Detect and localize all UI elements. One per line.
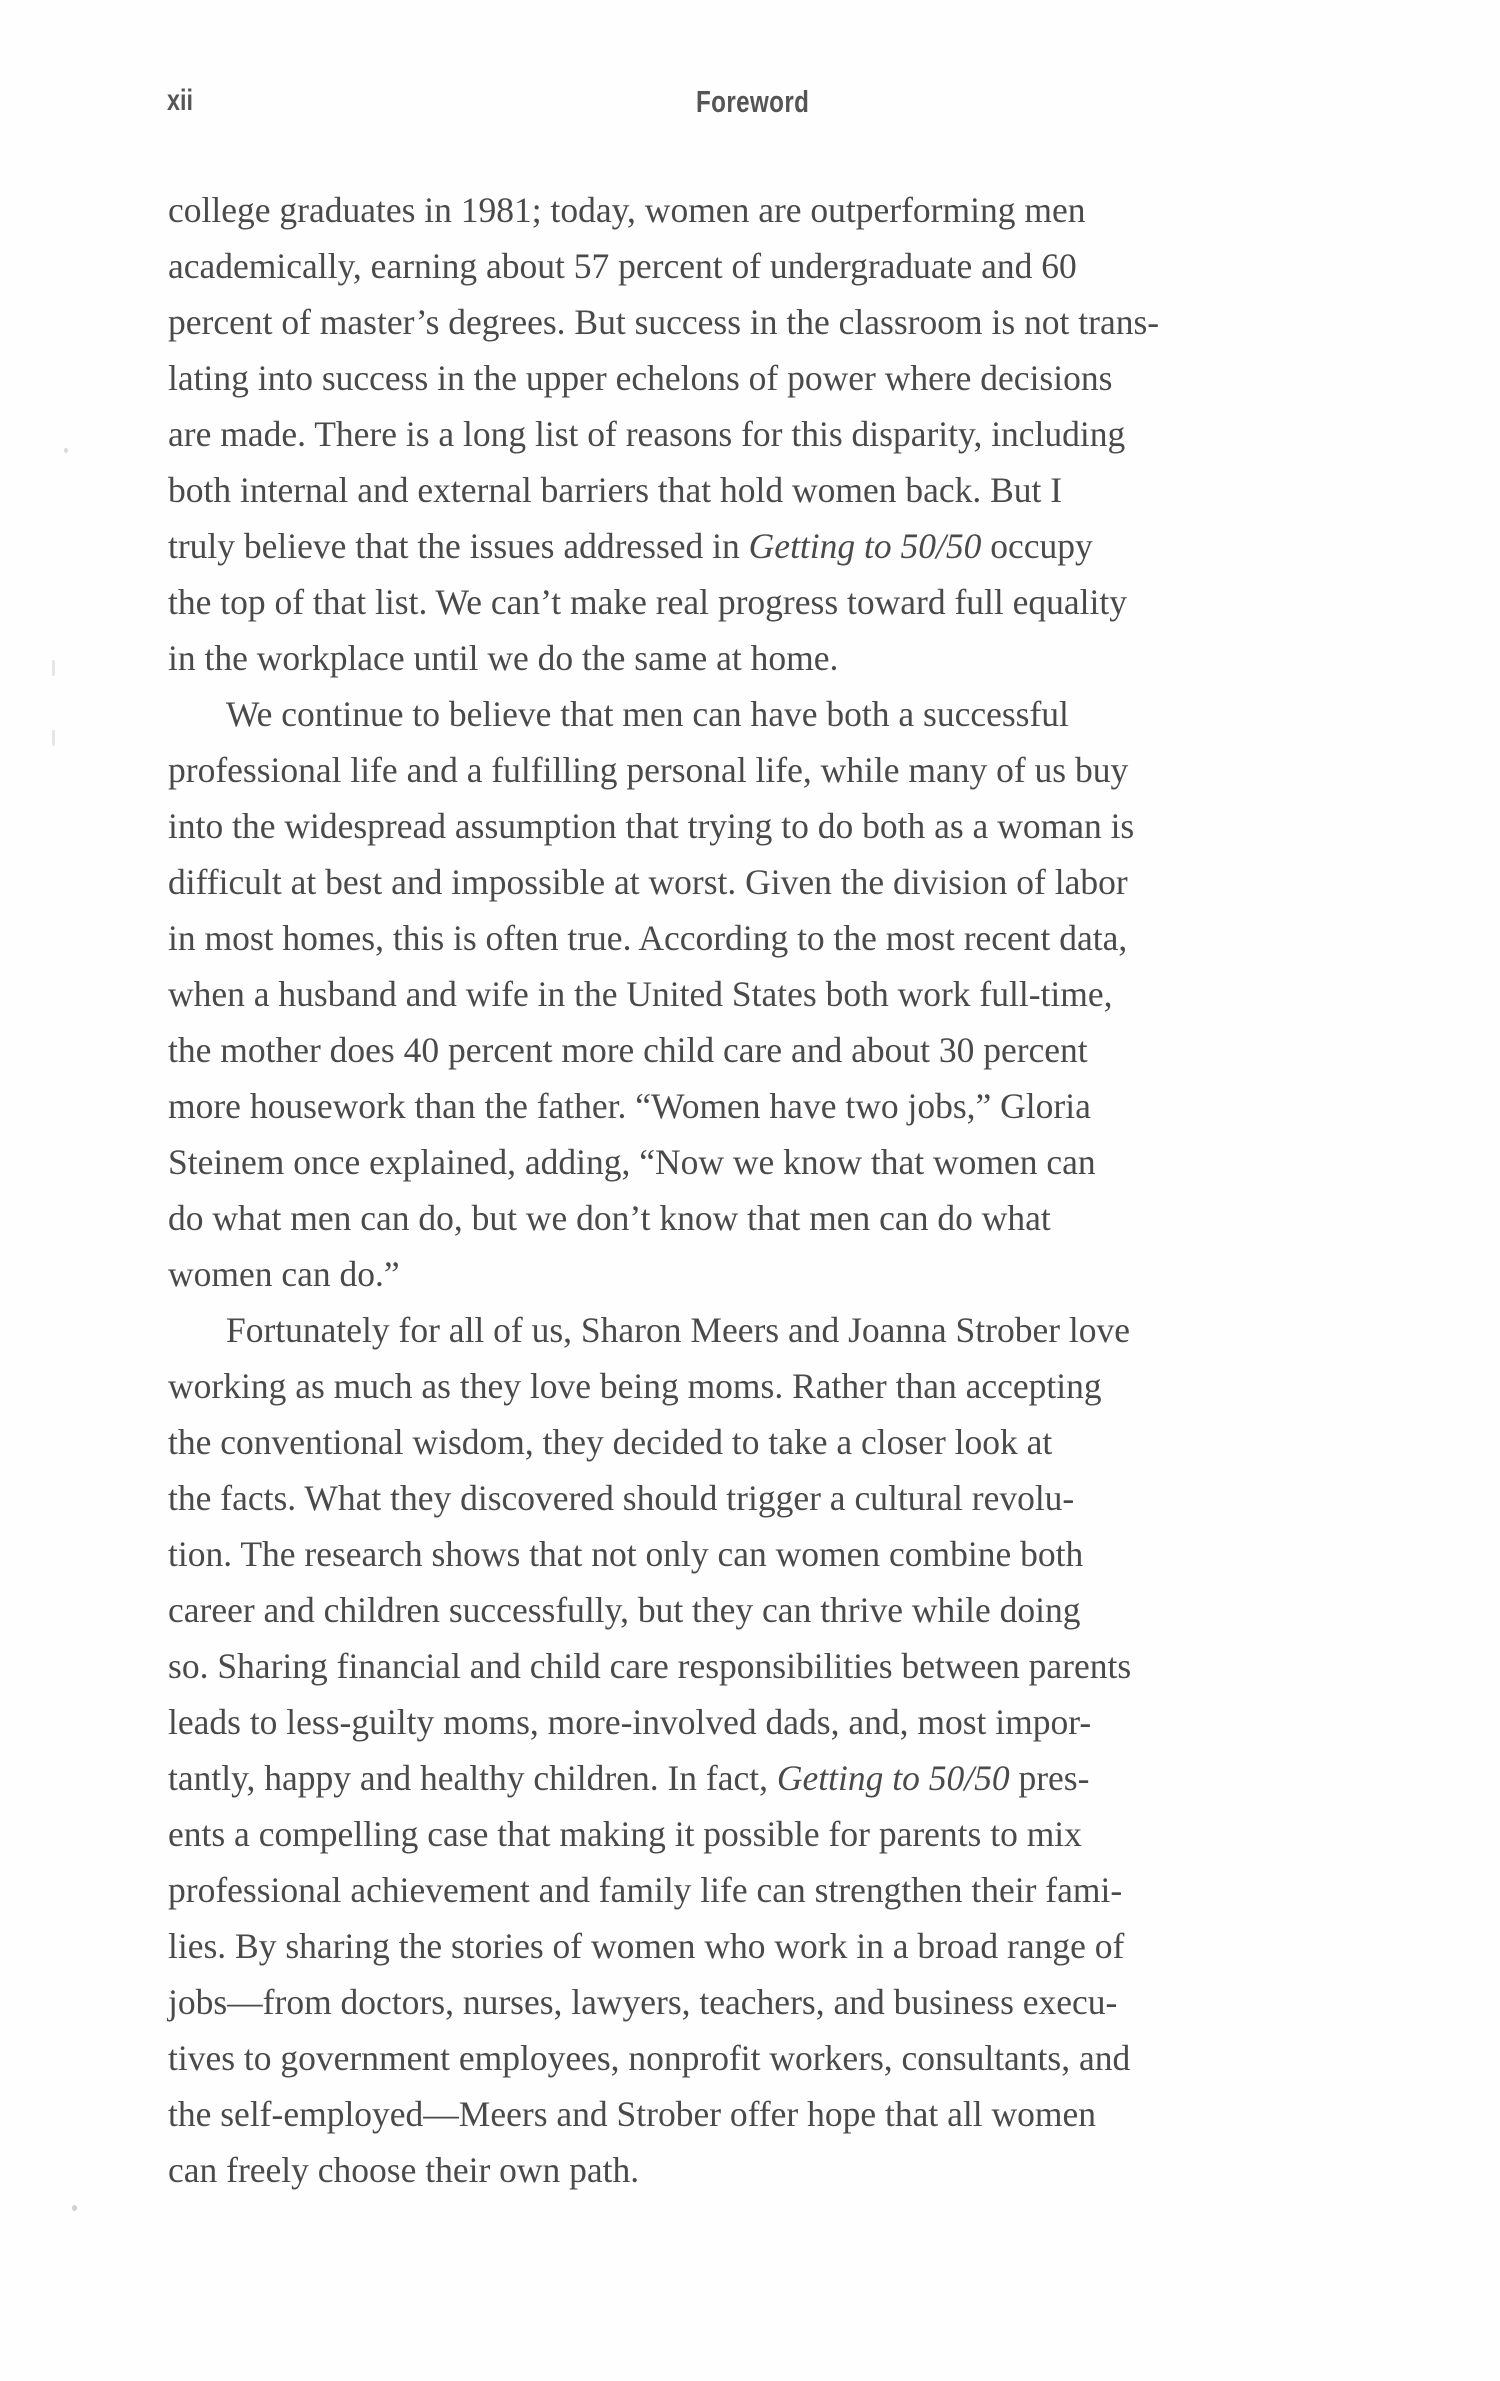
text-line: the mother does 40 percent more child care and about 30 percent (168, 1030, 1088, 1070)
text-line: academically, earning about 57 percent of undergraduate and 60 (168, 246, 1077, 286)
text-line: the top of that list. We can’t make real progress toward full equality (168, 582, 1127, 622)
text-line: college graduates in 1981; today, women are outperforming men (168, 190, 1086, 230)
text-line: tives to government employees, nonprofit workers, consultants, and (168, 2038, 1131, 2078)
text-line: Fortunately for all of us, Sharon Meers and Joanna Strober love (226, 1310, 1131, 1350)
text-line: the conventional wisdom, they decided to take a closer look at (168, 1422, 1053, 1462)
text-line: Steinem once explained, adding, “Now we know that women can (168, 1142, 1096, 1182)
text-line: working as much as they love being moms. Rather than accepting (168, 1366, 1102, 1406)
text-line: are made. There is a long list of reasons for this disparity, including (168, 414, 1126, 454)
text-line: women can do.” (168, 1254, 400, 1294)
text-line: tion. The research shows that not only can women combine both (168, 1534, 1084, 1574)
text-line: the facts. What they discovered should trigger a cultural revolu- (168, 1478, 1075, 1518)
text-line (168, 518, 1350, 574)
text-line: professional life and a fulfilling personal life, while many of us buy (168, 750, 1129, 790)
text-segment: tantly, happy and healthy children. In fact, (168, 1758, 777, 1798)
scan-speck (52, 660, 55, 676)
text-line: can freely choose their own path. (168, 2150, 640, 2190)
text-line: lies. By sharing the stories of women who work in a broad range of (168, 1926, 1125, 1966)
text-line: both internal and external barriers that hold women back. But I (168, 470, 1063, 510)
text-segment: occupy (981, 526, 1093, 566)
book-title: Getting to 50/50 (748, 526, 982, 566)
text-line: in the workplace until we do the same at home. (168, 638, 839, 678)
scan-speck (72, 2205, 77, 2211)
paragraph (168, 182, 1350, 686)
running-head: Foreword (696, 84, 810, 119)
paragraph (168, 1302, 1350, 2198)
text-line: lating into success in the upper echelons of power where decisions (168, 358, 1113, 398)
text-line: career and children successfully, but they can thrive while doing (168, 1590, 1081, 1630)
text-line: ents a compelling case that making it possible for parents to mix (168, 1814, 1082, 1854)
text-line: percent of master’s degrees. But success in the classroom is not trans- (168, 302, 1160, 342)
text-line: the self-employed—Meers and Strober offer hope that all women (168, 2094, 1096, 2134)
text-line: so. Sharing financial and child care responsibilities between parents (168, 1646, 1132, 1686)
text-line: do what men can do, but we don’t know that men can do what (168, 1198, 1051, 1238)
text-line: jobs—from doctors, nurses, lawyers, teachers, and business execu- (168, 1982, 1118, 2022)
text-line: difficult at best and impossible at worst. Given the division of labor (168, 862, 1128, 902)
text-line: We continue to believe that men can have both a successful (226, 694, 1069, 734)
text-line: more housework than the father. “Women have two jobs,” Gloria (168, 1086, 1091, 1126)
text-line: into the widespread assumption that trying to do both as a woman is (168, 806, 1135, 846)
scan-speck (64, 448, 68, 453)
text-segment: truly believe that the issues addressed in (168, 526, 749, 566)
text-line (168, 1750, 1350, 1806)
text-segment: pres- (1009, 1758, 1090, 1798)
text-line: leads to less-guilty moms, more-involved dads, and, most impor- (168, 1702, 1092, 1742)
body-text (168, 182, 1350, 2198)
paragraph (168, 686, 1350, 1302)
page-number: xii (167, 84, 194, 117)
book-title: Getting to 50/50 (776, 1758, 1010, 1798)
scan-speck (52, 730, 55, 746)
text-line: in most homes, this is often true. According to the most recent data, (168, 918, 1128, 958)
text-line: professional achievement and family life can strengthen their fami- (168, 1870, 1123, 1910)
text-line: when a husband and wife in the United States both work full-time, (168, 974, 1113, 1014)
